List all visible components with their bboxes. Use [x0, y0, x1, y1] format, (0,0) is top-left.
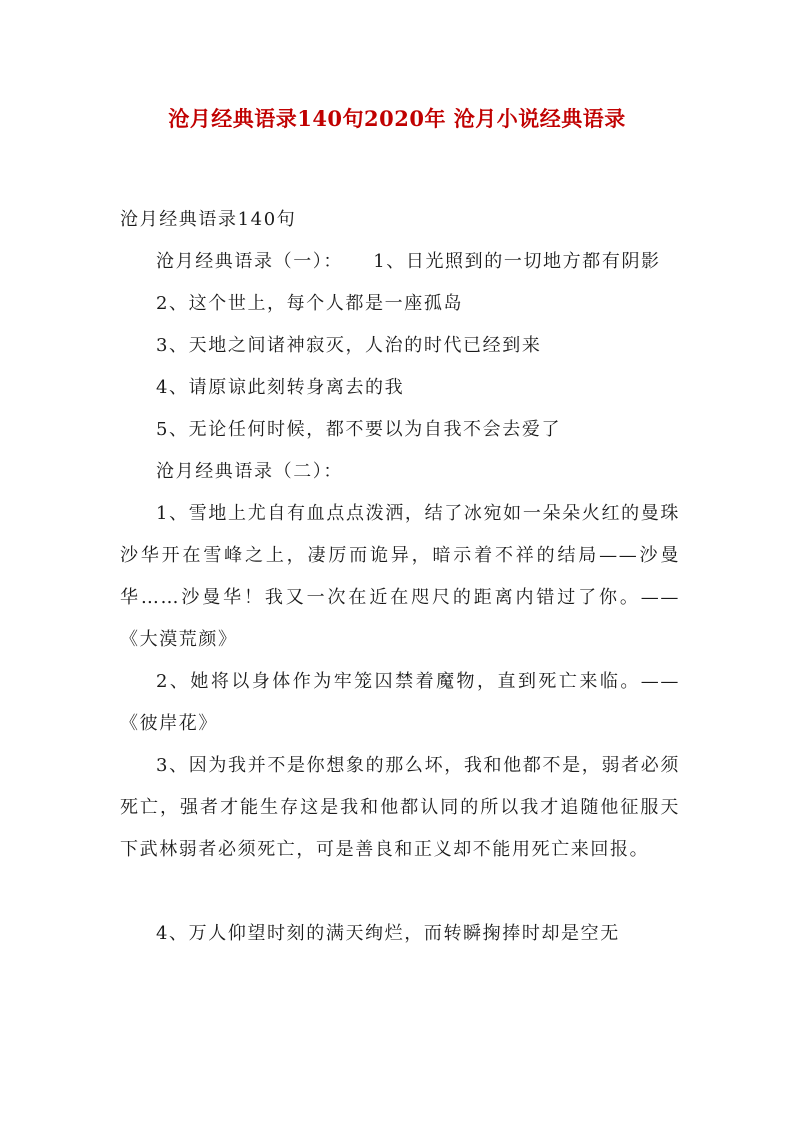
paragraph-section-one-quote-1: 沧月经典语录（一）： 1、日光照到的一切地方都有阴影 [156, 251, 661, 272]
paragraph-section-two-quote-2: 2、她将以身体作为牢笼囚禁着魔物，直到死亡来临。——《彼岸花》 [120, 671, 680, 734]
paragraph-quote-5: 5、无论任何时候，都不要以为自我不会去爱了 [156, 419, 562, 440]
paragraph-quote-4: 4、请原谅此刻转身离去的我 [156, 377, 405, 398]
paragraph-section-two-quote-3: 3、因为我并不是你想象的那么坏，我和他都不是，弱者必须死亡，强者才能生存这是我和他都认同的所以我才追随他征服天下武林弱者必须死亡，可是善良和正义却不能用死亡来回报。 [120, 755, 680, 860]
paragraph-quote-2: 2、这个世上，每个人都是一座孤岛 [156, 293, 464, 314]
section-heading-two: 沧月经典语录（二）： [156, 461, 343, 482]
document-body [120, 241, 680, 955]
document-title: 沧月经典语录140句2020年 沧月小说经典语录 [168, 106, 626, 131]
document-subtitle: 沧月经典语录140句 [120, 209, 297, 230]
paragraph-section-two-quote-4: 4、万人仰望时刻的满天绚烂，而转瞬掬捧时却是空无 [156, 923, 620, 944]
paragraph-quote-3: 3、天地之间诸神寂灭，人治的时代已经到来 [156, 335, 542, 356]
paragraph-section-two-quote-1: 1、雪地上尤自有血点点泼洒，结了冰宛如一朵朵火红的曼珠沙华开在雪峰之上，凄厉而诡异，暗示着不祥的结局——沙曼华……沙曼华！我又一次在近在咫尺的距离内错过了你。——《大漠荒颜》 [120, 503, 680, 650]
